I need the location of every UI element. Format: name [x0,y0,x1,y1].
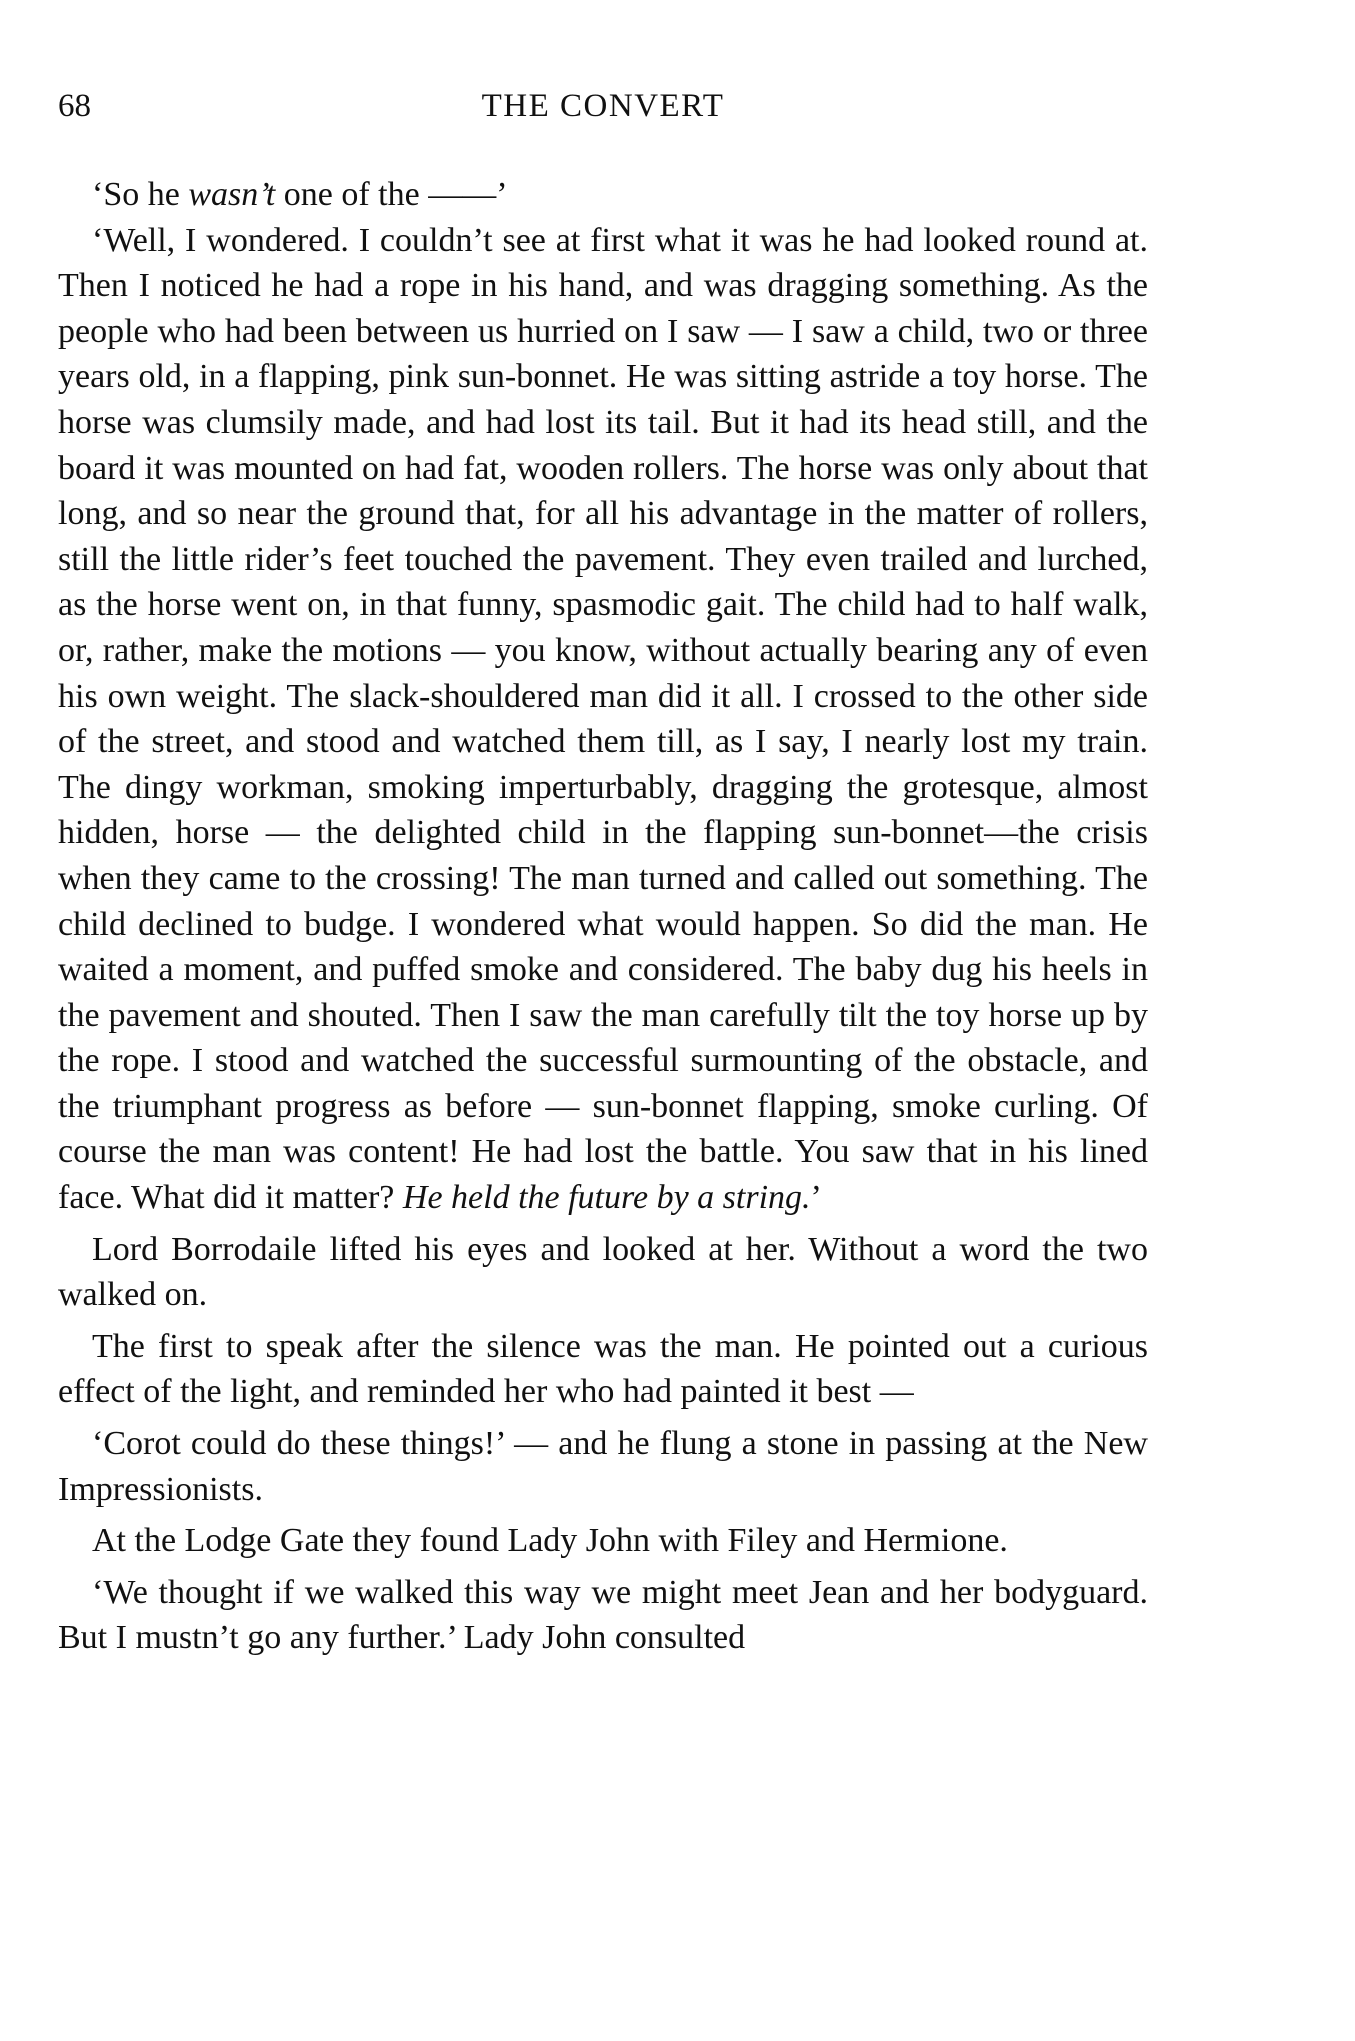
paragraph-6: At the Lodge Gate they found Lady John with Filey and Hermione. [92,1522,1008,1560]
paragraph-5: ‘Corot could do these things!’ — and he flung a stone in passing at the New Impressionists. [58,1425,1148,1508]
paragraph-1-text-end: one of the ——’ [275,176,508,213]
paragraph-4: The first to speak after the silence was the man. He pointed out a curious effect of the light, and reminded her who had painted it best — [58,1327,1148,1411]
paragraph-2-text: ‘Well, I wondered. I couldn’t see at first what it was he had looked round at. Then I noticed he had a rope in his hand, and was dragging something. As the people who had been between us hurried on I saw — I saw a child, two or three years old, in a flapping, pink sun-bonnet. He was sitting astride a toy horse. The horse was clumsily made, and had lost its tail. But it had its head still, and the board it was mounted on had fat, wooden rollers. The horse was only about that long, and so near the ground that, for all his advantage in the matter of rollers, still the little rider’s feet touched the pavement. They even trailed and lurched, as the horse went on, in that funny, spasmodic gait. The child had to half walk, or, rather, make the motions — you know, without actually bearing any of even his own weight. The slack-shouldered man did it all. I crossed to the other side of the street, and stood and watched them till, as I say, I nearly lost my train. The dingy workman, smoking imperturbably, dragging the grotesque, almost hidden, horse — the delighted child in the flapping sun-bonnet—the crisis when they came to the crossing! The man turned and called out something. The child declined to budge. I wondered what would happen. So did the man. He waited a moment, and puffed smoke and considered. The baby dug his heels in the pavement and shouted. Then I saw the man carefully tilt the toy horse up by the rope. I stood and watched the successful surmounting of the obstacle, and the triumphant progress as before — sun-bonnet flapping, smoke curling. Of course the man was content! He had lost the battle. You saw that in his lined face. What did it matter? [58,221,1148,1217]
page-header [58,82,1148,130]
paragraph-1-emphasis: wasn’t [188,176,276,213]
running-title: THE CONVERT [481,88,725,124]
paragraph-1-text-start: ‘So he [92,176,189,213]
paragraph-2-text-end: ’ [810,1179,822,1217]
paragraph-2-emphasis: He held the future by a string. [402,1179,811,1217]
paragraph-1 [58,172,1148,218]
body-text [58,172,1148,1661]
paragraph-2 [58,218,1148,1221]
paragraph-3: Lord Borrodaile lifted his eyes and looked at her. Without a word the two walked on. [58,1230,1148,1314]
paragraph-7: ‘We thought if we walked this way we might meet Jean and her bodyguard. But I mustn’t go any further.’ Lady John consulted [58,1573,1148,1657]
page-number: 68 [58,88,91,124]
